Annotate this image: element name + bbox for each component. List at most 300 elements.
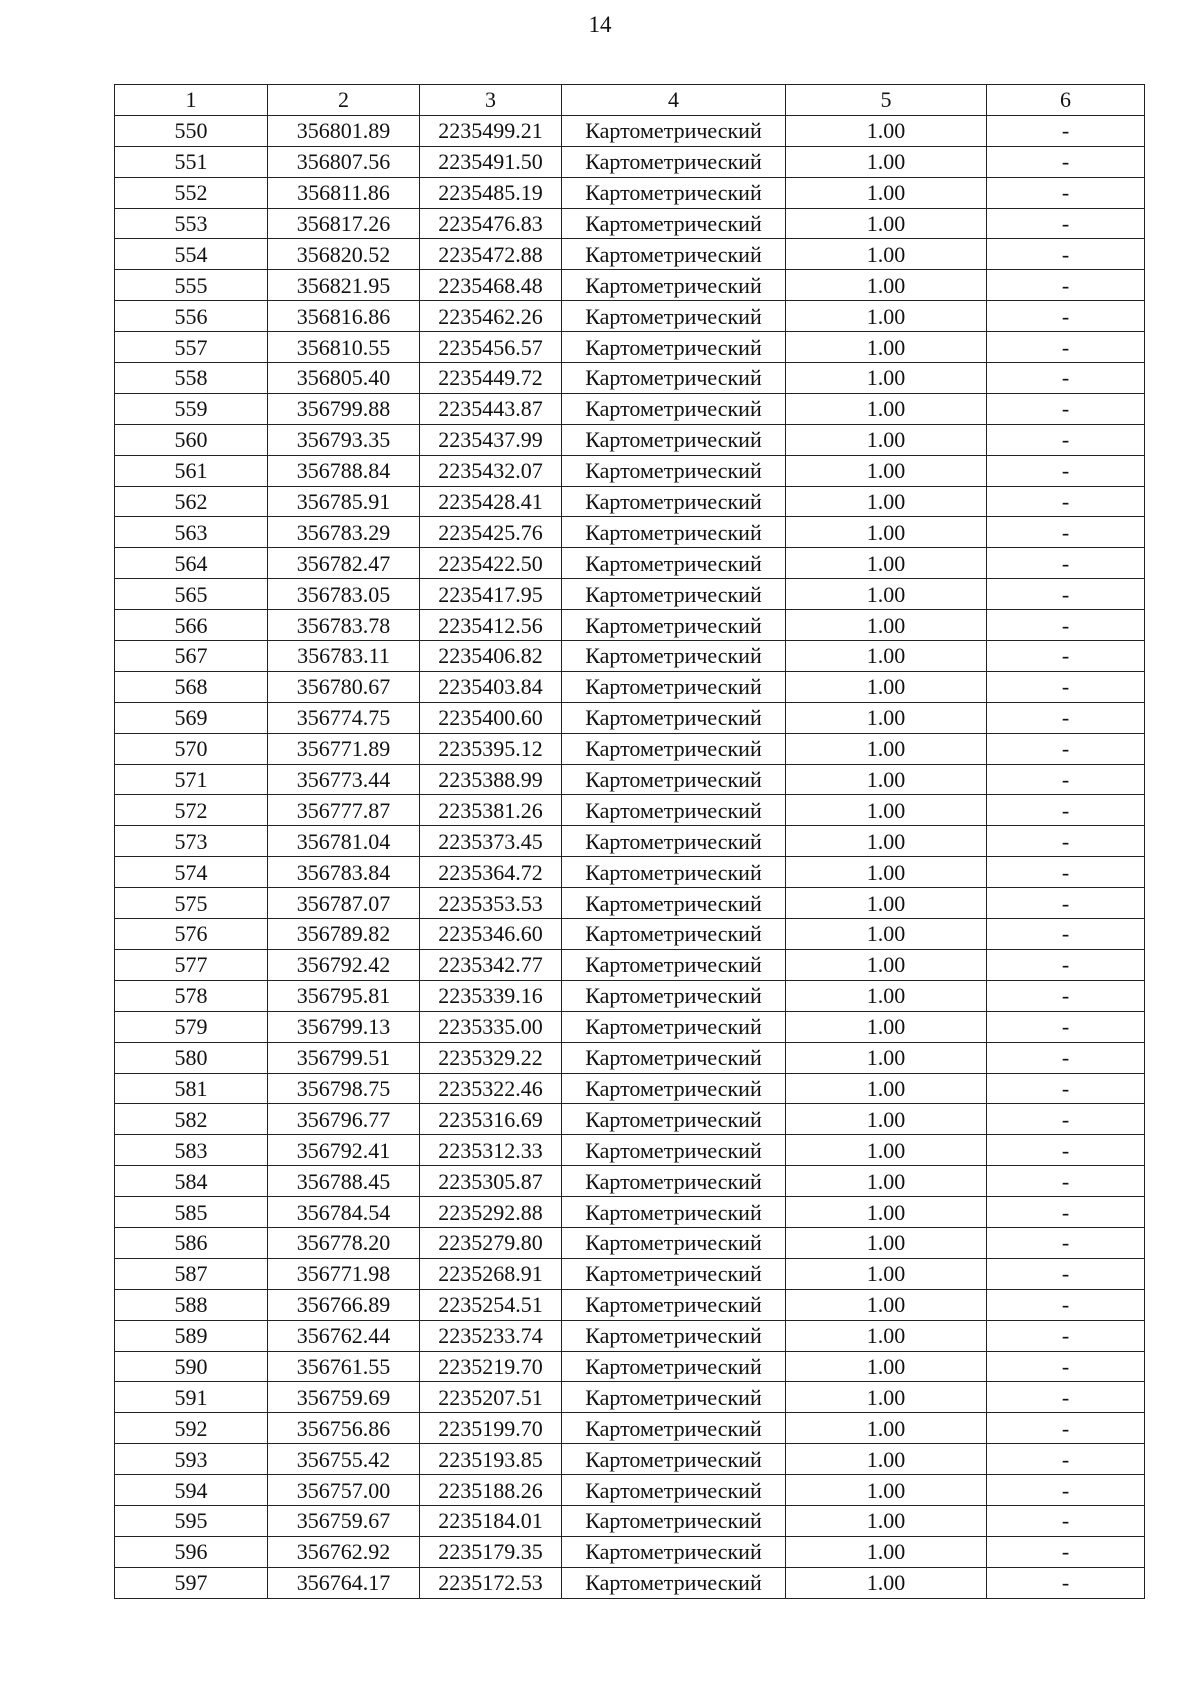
- table-row: [115, 1413, 1145, 1444]
- table-row: [115, 363, 1145, 394]
- y-coordinate-cell: 2235462.26: [420, 301, 562, 332]
- y-coordinate-cell: 2235219.70: [420, 1351, 562, 1382]
- table-row: [115, 764, 1145, 795]
- point-number-cell: 556: [115, 301, 268, 332]
- point-number-cell: 557: [115, 332, 268, 363]
- accuracy-cell: 1.00: [786, 548, 987, 579]
- x-coordinate-cell: 356756.86: [268, 1413, 420, 1444]
- table-row: [115, 1227, 1145, 1258]
- note-cell: -: [987, 888, 1145, 919]
- y-coordinate-cell: 2235403.84: [420, 671, 562, 702]
- y-coordinate-cell: 2235329.22: [420, 1042, 562, 1073]
- note-cell: -: [987, 949, 1145, 980]
- table-row: [115, 1073, 1145, 1104]
- x-coordinate-cell: 356771.98: [268, 1258, 420, 1289]
- x-coordinate-cell: 356801.89: [268, 115, 420, 146]
- x-coordinate-cell: 356810.55: [268, 332, 420, 363]
- accuracy-cell: 1.00: [786, 1567, 987, 1598]
- table-row: [115, 1567, 1145, 1598]
- method-cell: Картометрический: [562, 980, 786, 1011]
- point-number-cell: 580: [115, 1042, 268, 1073]
- point-number-cell: 570: [115, 733, 268, 764]
- page-number: 14: [588, 12, 612, 37]
- note-cell: -: [987, 1444, 1145, 1475]
- x-coordinate-cell: 356788.84: [268, 455, 420, 486]
- y-coordinate-cell: 2235193.85: [420, 1444, 562, 1475]
- y-coordinate-cell: 2235188.26: [420, 1475, 562, 1506]
- point-number-cell: 577: [115, 949, 268, 980]
- note-cell: -: [987, 1413, 1145, 1444]
- table-row: [115, 1011, 1145, 1042]
- y-coordinate-cell: 2235388.99: [420, 764, 562, 795]
- x-coordinate-cell: 356795.81: [268, 980, 420, 1011]
- point-number-cell: 586: [115, 1227, 268, 1258]
- accuracy-cell: 1.00: [786, 1505, 987, 1536]
- point-number-cell: 576: [115, 919, 268, 950]
- note-cell: -: [987, 1135, 1145, 1166]
- x-coordinate-cell: 356820.52: [268, 239, 420, 270]
- method-cell: Картометрический: [562, 115, 786, 146]
- x-coordinate-cell: 356787.07: [268, 888, 420, 919]
- point-number-cell: 593: [115, 1444, 268, 1475]
- method-cell: Картометрический: [562, 486, 786, 517]
- method-cell: Картометрический: [562, 1289, 786, 1320]
- method-cell: Картометрический: [562, 177, 786, 208]
- table-row: [115, 888, 1145, 919]
- table-row: [115, 115, 1145, 146]
- table-row: [115, 548, 1145, 579]
- method-cell: Картометрический: [562, 1104, 786, 1135]
- method-cell: Картометрический: [562, 146, 786, 177]
- table-row: [115, 146, 1145, 177]
- point-number-cell: 583: [115, 1135, 268, 1166]
- accuracy-cell: 1.00: [786, 455, 987, 486]
- point-number-cell: 565: [115, 579, 268, 610]
- x-coordinate-cell: 356759.67: [268, 1505, 420, 1536]
- accuracy-cell: 1.00: [786, 1011, 987, 1042]
- method-cell: Картометрический: [562, 1135, 786, 1166]
- x-coordinate-cell: 356799.88: [268, 393, 420, 424]
- point-number-cell: 592: [115, 1413, 268, 1444]
- accuracy-cell: 1.00: [786, 1104, 987, 1135]
- note-cell: -: [987, 919, 1145, 950]
- point-number-cell: 590: [115, 1351, 268, 1382]
- method-cell: Картометрический: [562, 1444, 786, 1475]
- note-cell: -: [987, 393, 1145, 424]
- point-number-cell: 581: [115, 1073, 268, 1104]
- y-coordinate-cell: 2235417.95: [420, 579, 562, 610]
- method-cell: Картометрический: [562, 1166, 786, 1197]
- point-number-cell: 568: [115, 671, 268, 702]
- x-coordinate-cell: 356784.54: [268, 1197, 420, 1228]
- table-row: [115, 486, 1145, 517]
- point-number-cell: 595: [115, 1505, 268, 1536]
- method-cell: Картометрический: [562, 641, 786, 672]
- note-cell: -: [987, 455, 1145, 486]
- y-coordinate-cell: 2235449.72: [420, 363, 562, 394]
- table-row: [115, 857, 1145, 888]
- y-coordinate-cell: 2235406.82: [420, 641, 562, 672]
- note-cell: -: [987, 177, 1145, 208]
- note-cell: -: [987, 764, 1145, 795]
- method-cell: Картометрический: [562, 1505, 786, 1536]
- header-cell: 2: [268, 85, 420, 116]
- accuracy-cell: 1.00: [786, 1042, 987, 1073]
- method-cell: Картометрический: [562, 733, 786, 764]
- note-cell: -: [987, 1227, 1145, 1258]
- x-coordinate-cell: 356788.45: [268, 1166, 420, 1197]
- note-cell: -: [987, 146, 1145, 177]
- accuracy-cell: 1.00: [786, 486, 987, 517]
- method-cell: Картометрический: [562, 393, 786, 424]
- table-row: [115, 270, 1145, 301]
- note-cell: -: [987, 1536, 1145, 1567]
- point-number-cell: 582: [115, 1104, 268, 1135]
- y-coordinate-cell: 2235499.21: [420, 115, 562, 146]
- note-cell: -: [987, 1197, 1145, 1228]
- table-row: [115, 1289, 1145, 1320]
- table-row: [115, 949, 1145, 980]
- table-row: [115, 702, 1145, 733]
- note-cell: -: [987, 301, 1145, 332]
- accuracy-cell: 1.00: [786, 332, 987, 363]
- note-cell: -: [987, 641, 1145, 672]
- accuracy-cell: 1.00: [786, 1536, 987, 1567]
- accuracy-cell: 1.00: [786, 949, 987, 980]
- point-number-cell: 553: [115, 208, 268, 239]
- x-coordinate-cell: 356778.20: [268, 1227, 420, 1258]
- point-number-cell: 566: [115, 610, 268, 641]
- x-coordinate-cell: 356774.75: [268, 702, 420, 733]
- table-row: [115, 301, 1145, 332]
- accuracy-cell: 1.00: [786, 424, 987, 455]
- x-coordinate-cell: 356764.17: [268, 1567, 420, 1598]
- x-coordinate-cell: 356782.47: [268, 548, 420, 579]
- y-coordinate-cell: 2235437.99: [420, 424, 562, 455]
- point-number-cell: 562: [115, 486, 268, 517]
- x-coordinate-cell: 356792.41: [268, 1135, 420, 1166]
- y-coordinate-cell: 2235207.51: [420, 1382, 562, 1413]
- x-coordinate-cell: 356762.92: [268, 1536, 420, 1567]
- method-cell: Картометрический: [562, 579, 786, 610]
- method-cell: Картометрический: [562, 1567, 786, 1598]
- point-number-cell: 588: [115, 1289, 268, 1320]
- point-number-cell: 587: [115, 1258, 268, 1289]
- table-row: [115, 208, 1145, 239]
- accuracy-cell: 1.00: [786, 301, 987, 332]
- y-coordinate-cell: 2235179.35: [420, 1536, 562, 1567]
- method-cell: Картометрический: [562, 888, 786, 919]
- point-number-cell: 564: [115, 548, 268, 579]
- accuracy-cell: 1.00: [786, 146, 987, 177]
- x-coordinate-cell: 356773.44: [268, 764, 420, 795]
- header-cell: 3: [420, 85, 562, 116]
- table-row: [115, 1197, 1145, 1228]
- point-number-cell: 563: [115, 517, 268, 548]
- y-coordinate-cell: 2235472.88: [420, 239, 562, 270]
- note-cell: -: [987, 1104, 1145, 1135]
- point-number-cell: 554: [115, 239, 268, 270]
- table-row: [115, 826, 1145, 857]
- x-coordinate-cell: 356799.13: [268, 1011, 420, 1042]
- point-number-cell: 579: [115, 1011, 268, 1042]
- y-coordinate-cell: 2235233.74: [420, 1320, 562, 1351]
- table-row: [115, 980, 1145, 1011]
- y-coordinate-cell: 2235342.77: [420, 949, 562, 980]
- accuracy-cell: 1.00: [786, 1444, 987, 1475]
- accuracy-cell: 1.00: [786, 610, 987, 641]
- note-cell: -: [987, 1320, 1145, 1351]
- y-coordinate-cell: 2235312.33: [420, 1135, 562, 1166]
- method-cell: Картометрический: [562, 919, 786, 950]
- table-header-row: [115, 85, 1145, 116]
- method-cell: Картометрический: [562, 795, 786, 826]
- point-number-cell: 575: [115, 888, 268, 919]
- table-row: [115, 733, 1145, 764]
- accuracy-cell: 1.00: [786, 579, 987, 610]
- y-coordinate-cell: 2235381.26: [420, 795, 562, 826]
- x-coordinate-cell: 356783.29: [268, 517, 420, 548]
- method-cell: Картометрический: [562, 826, 786, 857]
- x-coordinate-cell: 356796.77: [268, 1104, 420, 1135]
- y-coordinate-cell: 2235316.69: [420, 1104, 562, 1135]
- method-cell: Картометрический: [562, 1042, 786, 1073]
- x-coordinate-cell: 356783.05: [268, 579, 420, 610]
- method-cell: Картометрический: [562, 671, 786, 702]
- note-cell: -: [987, 980, 1145, 1011]
- note-cell: -: [987, 702, 1145, 733]
- note-cell: -: [987, 363, 1145, 394]
- note-cell: -: [987, 239, 1145, 270]
- accuracy-cell: 1.00: [786, 1475, 987, 1506]
- y-coordinate-cell: 2235268.91: [420, 1258, 562, 1289]
- note-cell: -: [987, 1351, 1145, 1382]
- method-cell: Картометрический: [562, 1536, 786, 1567]
- x-coordinate-cell: 356785.91: [268, 486, 420, 517]
- y-coordinate-cell: 2235425.76: [420, 517, 562, 548]
- accuracy-cell: 1.00: [786, 764, 987, 795]
- accuracy-cell: 1.00: [786, 919, 987, 950]
- method-cell: Картометрический: [562, 1073, 786, 1104]
- method-cell: Картометрический: [562, 455, 786, 486]
- table-row: [115, 1166, 1145, 1197]
- accuracy-cell: 1.00: [786, 517, 987, 548]
- y-coordinate-cell: 2235184.01: [420, 1505, 562, 1536]
- accuracy-cell: 1.00: [786, 733, 987, 764]
- y-coordinate-cell: 2235400.60: [420, 702, 562, 733]
- y-coordinate-cell: 2235428.41: [420, 486, 562, 517]
- y-coordinate-cell: 2235254.51: [420, 1289, 562, 1320]
- table-row: [115, 671, 1145, 702]
- method-cell: Картометрический: [562, 517, 786, 548]
- x-coordinate-cell: 356783.78: [268, 610, 420, 641]
- table-row: [115, 1505, 1145, 1536]
- table-row: [115, 1351, 1145, 1382]
- point-number-cell: 597: [115, 1567, 268, 1598]
- table-row: [115, 1536, 1145, 1567]
- point-number-cell: 559: [115, 393, 268, 424]
- method-cell: Картометрический: [562, 208, 786, 239]
- note-cell: -: [987, 1567, 1145, 1598]
- accuracy-cell: 1.00: [786, 1258, 987, 1289]
- table-row: [115, 795, 1145, 826]
- accuracy-cell: 1.00: [786, 1227, 987, 1258]
- x-coordinate-cell: 356777.87: [268, 795, 420, 826]
- table-body: [115, 115, 1145, 1598]
- point-number-cell: 552: [115, 177, 268, 208]
- point-number-cell: 567: [115, 641, 268, 672]
- note-cell: -: [987, 548, 1145, 579]
- y-coordinate-cell: 2235364.72: [420, 857, 562, 888]
- accuracy-cell: 1.00: [786, 795, 987, 826]
- note-cell: -: [987, 826, 1145, 857]
- y-coordinate-cell: 2235468.48: [420, 270, 562, 301]
- table-row: [115, 393, 1145, 424]
- accuracy-cell: 1.00: [786, 702, 987, 733]
- point-number-cell: 574: [115, 857, 268, 888]
- point-number-cell: 551: [115, 146, 268, 177]
- note-cell: -: [987, 579, 1145, 610]
- accuracy-cell: 1.00: [786, 980, 987, 1011]
- accuracy-cell: 1.00: [786, 1289, 987, 1320]
- y-coordinate-cell: 2235432.07: [420, 455, 562, 486]
- method-cell: Картометрический: [562, 1413, 786, 1444]
- x-coordinate-cell: 356762.44: [268, 1320, 420, 1351]
- point-number-cell: 585: [115, 1197, 268, 1228]
- y-coordinate-cell: 2235476.83: [420, 208, 562, 239]
- table-row: [115, 517, 1145, 548]
- point-number-cell: 569: [115, 702, 268, 733]
- method-cell: Картометрический: [562, 548, 786, 579]
- y-coordinate-cell: 2235322.46: [420, 1073, 562, 1104]
- x-coordinate-cell: 356821.95: [268, 270, 420, 301]
- note-cell: -: [987, 1505, 1145, 1536]
- header-cell: 4: [562, 85, 786, 116]
- x-coordinate-cell: 356781.04: [268, 826, 420, 857]
- x-coordinate-cell: 356798.75: [268, 1073, 420, 1104]
- table-row: [115, 1135, 1145, 1166]
- table-row: [115, 332, 1145, 363]
- method-cell: Картометрический: [562, 424, 786, 455]
- accuracy-cell: 1.00: [786, 270, 987, 301]
- note-cell: -: [987, 270, 1145, 301]
- table-row: [115, 579, 1145, 610]
- x-coordinate-cell: 356771.89: [268, 733, 420, 764]
- point-number-cell: 555: [115, 270, 268, 301]
- x-coordinate-cell: 356793.35: [268, 424, 420, 455]
- table-row: [115, 1258, 1145, 1289]
- x-coordinate-cell: 356816.86: [268, 301, 420, 332]
- note-cell: -: [987, 795, 1145, 826]
- y-coordinate-cell: 2235199.70: [420, 1413, 562, 1444]
- y-coordinate-cell: 2235491.50: [420, 146, 562, 177]
- method-cell: Картометрический: [562, 610, 786, 641]
- table-row: [115, 1104, 1145, 1135]
- note-cell: -: [987, 1289, 1145, 1320]
- y-coordinate-cell: 2235353.53: [420, 888, 562, 919]
- accuracy-cell: 1.00: [786, 1413, 987, 1444]
- x-coordinate-cell: 356805.40: [268, 363, 420, 394]
- y-coordinate-cell: 2235456.57: [420, 332, 562, 363]
- table-row: [115, 424, 1145, 455]
- table-row: [115, 919, 1145, 950]
- method-cell: Картометрический: [562, 857, 786, 888]
- y-coordinate-cell: 2235339.16: [420, 980, 562, 1011]
- method-cell: Картометрический: [562, 332, 786, 363]
- point-number-cell: 578: [115, 980, 268, 1011]
- note-cell: -: [987, 1073, 1145, 1104]
- table-row: [115, 641, 1145, 672]
- point-number-cell: 594: [115, 1475, 268, 1506]
- x-coordinate-cell: 356792.42: [268, 949, 420, 980]
- point-number-cell: 561: [115, 455, 268, 486]
- accuracy-cell: 1.00: [786, 888, 987, 919]
- table-row: [115, 1382, 1145, 1413]
- x-coordinate-cell: 356761.55: [268, 1351, 420, 1382]
- y-coordinate-cell: 2235279.80: [420, 1227, 562, 1258]
- y-coordinate-cell: 2235373.45: [420, 826, 562, 857]
- table-row: [115, 1475, 1145, 1506]
- point-number-cell: 584: [115, 1166, 268, 1197]
- note-cell: -: [987, 733, 1145, 764]
- method-cell: Картометрический: [562, 1258, 786, 1289]
- point-number-cell: 596: [115, 1536, 268, 1567]
- y-coordinate-cell: 2235292.88: [420, 1197, 562, 1228]
- x-coordinate-cell: 356817.26: [268, 208, 420, 239]
- point-number-cell: 589: [115, 1320, 268, 1351]
- point-number-cell: 591: [115, 1382, 268, 1413]
- header-cell: 5: [786, 85, 987, 116]
- note-cell: -: [987, 1011, 1145, 1042]
- x-coordinate-cell: 356766.89: [268, 1289, 420, 1320]
- y-coordinate-cell: 2235422.50: [420, 548, 562, 579]
- accuracy-cell: 1.00: [786, 177, 987, 208]
- note-cell: -: [987, 610, 1145, 641]
- x-coordinate-cell: 356759.69: [268, 1382, 420, 1413]
- accuracy-cell: 1.00: [786, 208, 987, 239]
- method-cell: Картометрический: [562, 1227, 786, 1258]
- table-row: [115, 1042, 1145, 1073]
- x-coordinate-cell: 356789.82: [268, 919, 420, 950]
- table-row: [115, 610, 1145, 641]
- method-cell: Картометрический: [562, 270, 786, 301]
- point-number-cell: 572: [115, 795, 268, 826]
- method-cell: Картометрический: [562, 1197, 786, 1228]
- table-row: [115, 177, 1145, 208]
- accuracy-cell: 1.00: [786, 1135, 987, 1166]
- method-cell: Картометрический: [562, 1382, 786, 1413]
- x-coordinate-cell: 356780.67: [268, 671, 420, 702]
- point-number-cell: 571: [115, 764, 268, 795]
- point-number-cell: 550: [115, 115, 268, 146]
- accuracy-cell: 1.00: [786, 1166, 987, 1197]
- note-cell: -: [987, 1382, 1145, 1413]
- point-number-cell: 560: [115, 424, 268, 455]
- point-number-cell: 558: [115, 363, 268, 394]
- y-coordinate-cell: 2235305.87: [420, 1166, 562, 1197]
- note-cell: -: [987, 1042, 1145, 1073]
- method-cell: Картометрический: [562, 702, 786, 733]
- y-coordinate-cell: 2235172.53: [420, 1567, 562, 1598]
- y-coordinate-cell: 2235335.00: [420, 1011, 562, 1042]
- y-coordinate-cell: 2235346.60: [420, 919, 562, 950]
- header-cell: 6: [987, 85, 1145, 116]
- x-coordinate-cell: 356811.86: [268, 177, 420, 208]
- accuracy-cell: 1.00: [786, 115, 987, 146]
- accuracy-cell: 1.00: [786, 239, 987, 270]
- note-cell: -: [987, 857, 1145, 888]
- note-cell: -: [987, 486, 1145, 517]
